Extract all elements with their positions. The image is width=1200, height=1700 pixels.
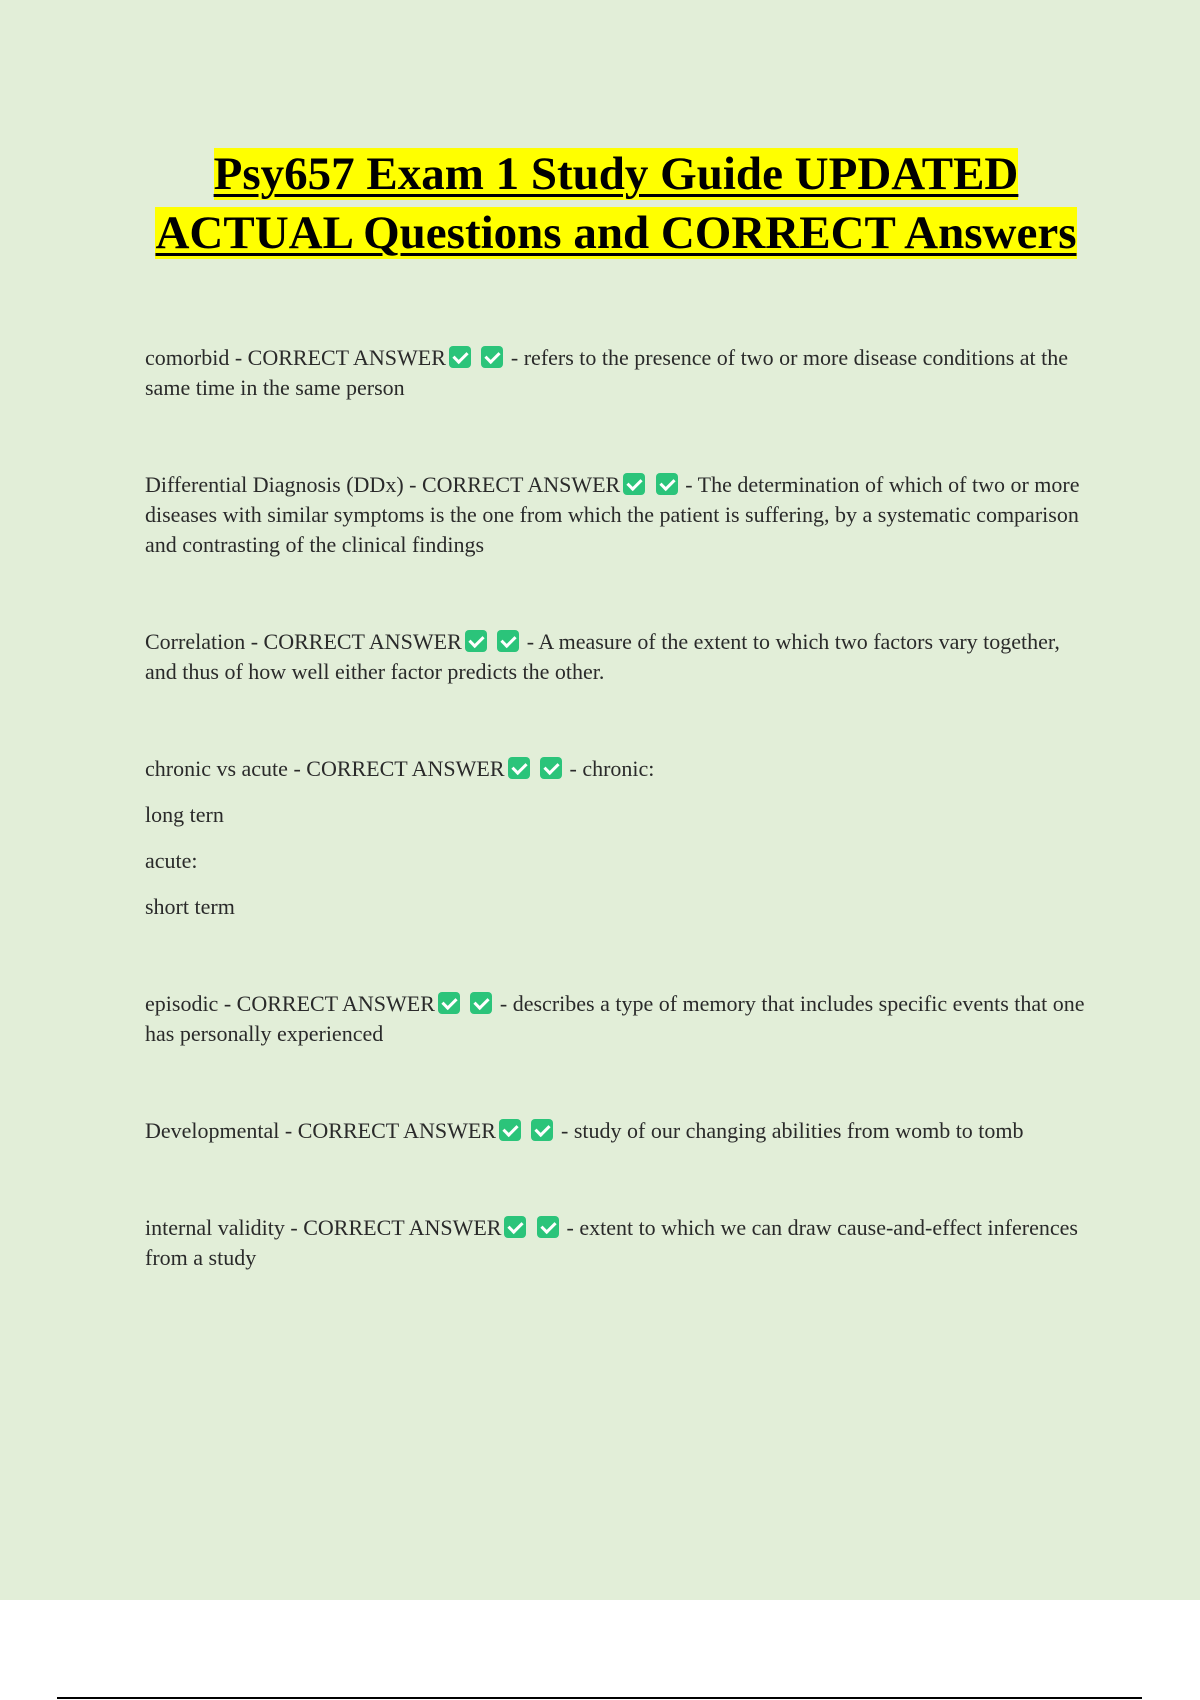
qa-answer: study of our changing abilities from womb to tomb — [573, 1118, 1024, 1143]
footer-divider — [57, 1697, 1142, 1699]
check-box-icon — [623, 473, 645, 495]
check-box-icon — [656, 473, 678, 495]
qa-entry — [145, 627, 1095, 687]
qa-term: Differential Diagnosis (DDx) — [145, 472, 404, 497]
correct-answer-label: CORRECT ANSWER — [421, 472, 621, 497]
qa-answer: chronic: — [582, 756, 655, 781]
qa-line: comorbid - CORRECT ANSWER - refers to the presence of two or more disease conditions at the same time in the same person — [145, 345, 1069, 400]
qa-entry — [145, 754, 1095, 922]
document-title: Psy657 Exam 1 Study Guide UPDATED ACTUAL Questions and CORRECT Answers — [155, 148, 1077, 259]
qa-extra-line: short term — [145, 894, 235, 919]
qa-list — [145, 343, 1095, 1273]
correct-answer-label: CORRECT ANSWER — [306, 756, 505, 781]
qa-answer: describes a type of memory that includes specific events that one has personally experienced — [145, 991, 1085, 1046]
check-box-icon — [481, 346, 503, 368]
qa-line: chronic vs acute - CORRECT ANSWER - chronic: — [145, 756, 655, 781]
check-box-icon — [540, 757, 562, 779]
qa-line: internal validity - CORRECT ANSWER - extent to which we can draw cause-and-effect inferences from a study — [145, 1215, 1078, 1270]
qa-entry — [145, 1116, 1095, 1146]
qa-entry — [145, 989, 1095, 1049]
qa-answer: extent to which we can draw cause-and-effect inferences from a study — [145, 1215, 1078, 1270]
correct-answer-label: CORRECT ANSWER — [297, 1118, 496, 1143]
check-box-icon — [508, 757, 530, 779]
qa-term: episodic — [145, 991, 219, 1016]
check-box-icon — [438, 992, 460, 1014]
qa-line: Differential Diagnosis (DDx) - CORRECT ANSWER - The determination of which of two or more diseases with similar symptoms is the one from which the patient is suffering, by a systematic comparison and contrasting of the clinical findings — [145, 472, 1080, 557]
qa-entry — [145, 343, 1095, 403]
qa-term: comorbid — [145, 345, 230, 370]
qa-term: chronic vs acute — [145, 756, 288, 781]
qa-extra-line: long tern — [145, 802, 224, 827]
qa-answer: The determination of which of two or more diseases with similar symptoms is the one from which the patient is suffering, by a systematic comparison and contrasting of the clinical findings — [145, 472, 1080, 557]
check-box-icon — [465, 630, 487, 652]
correct-answer-label: CORRECT ANSWER — [303, 1215, 502, 1240]
check-box-icon — [531, 1119, 553, 1141]
correct-answer-label: CORRECT ANSWER — [247, 345, 446, 370]
qa-entry — [145, 1213, 1095, 1273]
check-box-icon — [537, 1216, 559, 1238]
title-block — [120, 145, 1112, 263]
qa-line: episodic - CORRECT ANSWER - describes a type of memory that includes specific events that one has personally experienced — [145, 991, 1085, 1046]
qa-line: Developmental - CORRECT ANSWER - study of our changing abilities from womb to tomb — [145, 1118, 1024, 1143]
qa-entry — [145, 470, 1095, 560]
check-box-icon — [470, 992, 492, 1014]
check-box-icon — [499, 1119, 521, 1141]
qa-answer: refers to the presence of two or more disease conditions at the same time in the same person — [145, 345, 1069, 400]
check-box-icon — [449, 346, 471, 368]
check-box-icon — [504, 1216, 526, 1238]
qa-term: Correlation — [145, 629, 246, 654]
correct-answer-label: CORRECT ANSWER — [236, 991, 435, 1016]
qa-term: Developmental — [145, 1118, 280, 1143]
check-box-icon — [497, 630, 519, 652]
qa-extra-line: acute: — [145, 848, 198, 873]
qa-answer: A measure of the extent to which two factors vary together, and thus of how well either factor predicts the other. — [145, 629, 1060, 684]
correct-answer-label: CORRECT ANSWER — [263, 629, 462, 654]
qa-term: internal validity — [145, 1215, 285, 1240]
qa-line: Correlation - CORRECT ANSWER - A measure of the extent to which two factors vary together, and thus of how well either factor predicts the other. — [145, 629, 1060, 684]
